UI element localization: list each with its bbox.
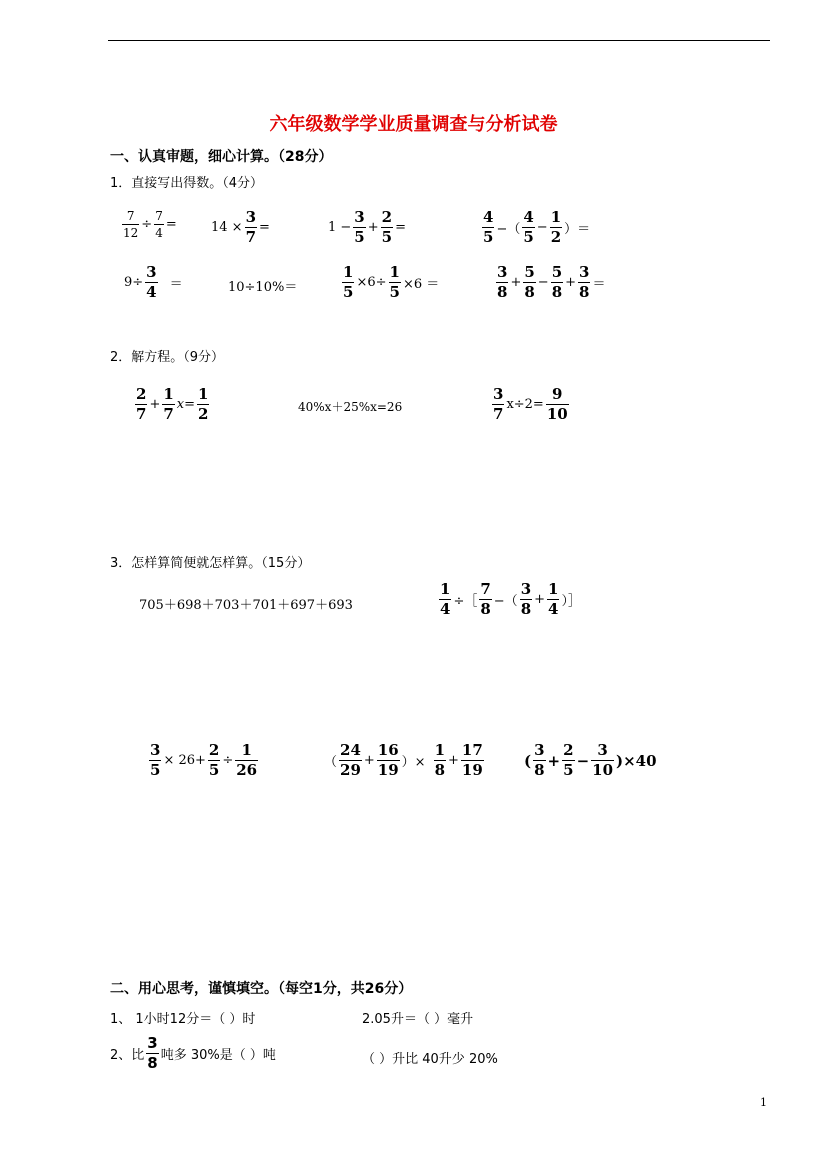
fraction: $\frac{2}{5}$ xyxy=(563,741,574,779)
fraction: $\frac{9}{10}$ xyxy=(546,385,568,423)
fraction: $\frac{1}{2}$ xyxy=(198,385,209,423)
fraction: $\frac{3}{4}$ xyxy=(146,263,157,301)
fraction: $\frac{3}{7}$ xyxy=(245,208,257,246)
fraction: $\frac{1}{5}$ xyxy=(389,263,400,301)
fraction: $\frac{1}{7}$ xyxy=(163,385,174,423)
s2-q1-part-a: 1、 1小时12分＝（ ）时 xyxy=(110,1012,256,1027)
page-number: 1 xyxy=(760,1096,767,1109)
fraction: $\frac{2}{5}$ xyxy=(381,208,393,246)
q2-expr-3: $\frac{3}{7}$ x÷2= $\frac{9}{10}$ xyxy=(493,385,568,423)
fraction: $\frac{17}{19}$ xyxy=(461,741,483,779)
fraction: $\frac{16}{19}$ xyxy=(377,741,399,779)
fraction: $\frac{3}{8}$ xyxy=(497,263,508,301)
fraction: $\frac{1}{2}$ xyxy=(550,208,562,246)
q3-expr-2: $\frac{1}{4}$ ÷［ $\frac{7}{8}$ −（ $\frac{3}{8}$ + $\frac{1}{4}$ ）］ xyxy=(440,580,581,618)
fraction: $\frac{4}{5}$ xyxy=(483,208,494,246)
page-title: 六年级数学学业质量调查与分析试卷 xyxy=(269,114,558,135)
fraction: $\frac{3}{8}$ xyxy=(147,1034,158,1072)
s2-q1-part-b: 2.05升＝（ ）毫升 xyxy=(362,1012,474,1027)
fraction: $\frac{7}{4}$ xyxy=(155,209,163,240)
fraction: $\frac{2}{7}$ xyxy=(136,385,147,423)
fraction: $\frac{5}{8}$ xyxy=(551,263,563,301)
q2-expr-1: $\frac{2}{7}$ + $\frac{1}{7}$ x= $\frac{1}{2}$ xyxy=(136,385,209,423)
fraction: $\frac{3}{5}$ xyxy=(354,208,365,246)
q2-expr-2: 40%x＋25%x=26 xyxy=(298,400,403,414)
q3-expr-5: ( $\frac{3}{8}$ + $\frac{2}{5}$ − $\frac{3}{10}$ )×40 xyxy=(524,741,657,779)
q1-label: 1．直接写出得数。（4分） xyxy=(110,176,264,191)
fraction: $\frac{3}{8}$ xyxy=(534,741,545,779)
fraction: $\frac{7}{12}$ xyxy=(123,209,139,240)
q1-expr-2: 14 × $\frac{3}{7}$ = xyxy=(211,208,270,246)
fraction: $\frac{5}{8}$ xyxy=(524,263,535,301)
fraction: $\frac{1}{5}$ xyxy=(343,263,354,301)
fraction: $\frac{1}{26}$ xyxy=(236,741,258,779)
q1-expr-4: $\frac{4}{5}$ −（ $\frac{4}{5}$ − $\frac{1}{2}$ ）＝ xyxy=(483,208,591,246)
fraction: $\frac{7}{8}$ xyxy=(480,580,491,618)
q1-expr-8: $\frac{3}{8}$ + $\frac{5}{8}$ − $\frac{5}{8}$ + $\frac{3}{8}$ ＝ xyxy=(497,263,606,301)
q3-expr-1: 705＋698＋703＋701＋697＋693 xyxy=(139,598,353,613)
fraction: $\frac{3}{8}$ xyxy=(579,263,590,301)
q3-expr-3: $\frac{3}{5}$ × 26+ $\frac{2}{5}$ ÷ $\frac{1}{26}$ xyxy=(150,741,258,779)
fraction: $\frac{3}{10}$ xyxy=(592,741,614,779)
s2-q2-part-a: 2、比 $\frac{3}{8}$ 吨多 30%是（ ）吨 xyxy=(110,1034,276,1072)
fraction: $\frac{1}{4}$ xyxy=(548,580,559,618)
fraction: $\frac{3}{8}$ xyxy=(520,580,532,618)
fraction: $\frac{24}{29}$ xyxy=(340,741,361,779)
fraction: $\frac{1}{4}$ xyxy=(440,580,451,618)
q1-expr-5: 9÷ $\frac{3}{4}$ ＝ xyxy=(124,263,183,301)
s2-q2-part-b: （ ）升比 40升少 20% xyxy=(362,1052,498,1067)
fraction: $\frac{4}{5}$ xyxy=(523,208,534,246)
section1-heading: 一、认真审题，细心计算。（28分） xyxy=(110,149,333,165)
fraction: $\frac{3}{5}$ xyxy=(150,741,161,779)
section2-heading: 二、用心思考，谨慎填空。（每空1分，共26分） xyxy=(110,981,413,997)
q1-expr-3: 1 − $\frac{3}{5}$ + $\frac{2}{5}$ = xyxy=(328,208,406,246)
q3-label: 3．怎样算简便就怎样算。（15分） xyxy=(110,556,311,571)
fraction: $\frac{3}{7}$ xyxy=(493,385,504,423)
q3-expr-4: （ $\frac{24}{29}$ + $\frac{16}{19}$ ）× $\frac{1}{8}$ + $\frac{17}{19}$ xyxy=(324,741,483,779)
fraction: $\frac{2}{5}$ xyxy=(208,741,220,779)
q1-expr-1: $\frac{7}{12}$ ÷ $\frac{7}{4}$ = xyxy=(123,209,177,240)
q1-expr-7: $\frac{1}{5}$ ×6÷ $\frac{1}{5}$ ×6 ＝ xyxy=(343,263,440,301)
header-rule xyxy=(108,40,770,41)
q1-expr-6: 10÷10%＝ xyxy=(228,280,298,295)
q2-label: 2．解方程。（9分） xyxy=(110,350,225,365)
fraction: $\frac{1}{8}$ xyxy=(434,741,446,779)
